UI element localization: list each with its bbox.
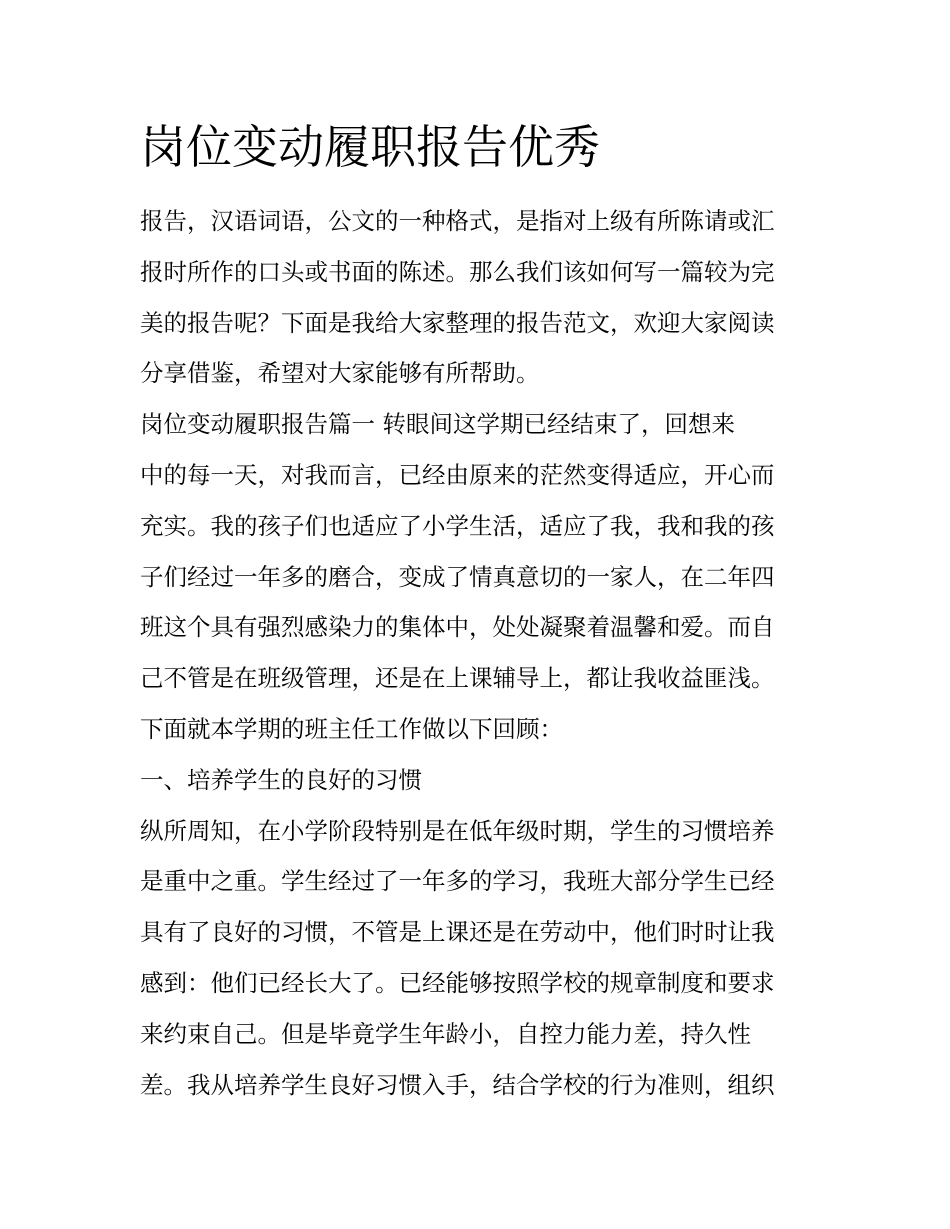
- body-line: 充实。我的孩子们也适应了小学生活，适应了我，我和我的孩: [140, 511, 775, 540]
- body-line: 来约束自己。但是毕竟学生年龄小，自控力能力差，持久性: [140, 1019, 751, 1048]
- body-line: 是重中之重。学生经过了一年多的学习，我班大部分学生已经: [140, 867, 775, 896]
- document-body: [140, 196, 820, 1110]
- body-line: 己不管是在班级管理，还是在上课辅导上，都让我收益匪浅。: [140, 664, 775, 693]
- body-line: 岗位变动履职报告篇一 转眼间这学期已经结束了，回想来: [140, 410, 735, 439]
- body-line: 分享借鉴，希望对大家能够有所帮助。: [140, 359, 540, 388]
- body-line: 感到：他们已经长大了。已经能够按照学校的规章制度和要求: [140, 968, 775, 997]
- body-line: 班这个具有强烈感染力的集体中，处处凝聚着温馨和爱。而自: [140, 613, 775, 642]
- body-line: 下面就本学期的班主任工作做以下回顾：: [140, 714, 563, 743]
- body-line: 子们经过一年多的磨合，变成了情真意切的一家人，在二年四: [140, 562, 775, 591]
- body-line: 报时所作的口头或书面的陈述。那么我们该如何写一篇较为完: [140, 257, 775, 286]
- body-line: 报告，汉语词语，公文的一种格式，是指对上级有所陈请或汇: [140, 207, 775, 235]
- body-line: 纵所周知，在小学阶段特别是在低年级时期，学生的习惯培养: [140, 816, 775, 845]
- section-heading: 一、培养学生的良好的习惯: [140, 765, 422, 794]
- body-line: 具有了良好的习惯，不管是上课还是在劳动中，他们时时让我: [140, 918, 775, 947]
- body-line: 美的报告呢？下面是我给大家整理的报告范文，欢迎大家阅读: [140, 308, 775, 337]
- document-title: 岗位变动履职报告优秀: [140, 120, 600, 174]
- body-line: 中的每一天，对我而言，已经由原来的茫然变得适应，开心而: [140, 460, 775, 489]
- body-line: 差。我从培养学生良好习惯入手，结合学校的行为准则，组织: [140, 1070, 775, 1099]
